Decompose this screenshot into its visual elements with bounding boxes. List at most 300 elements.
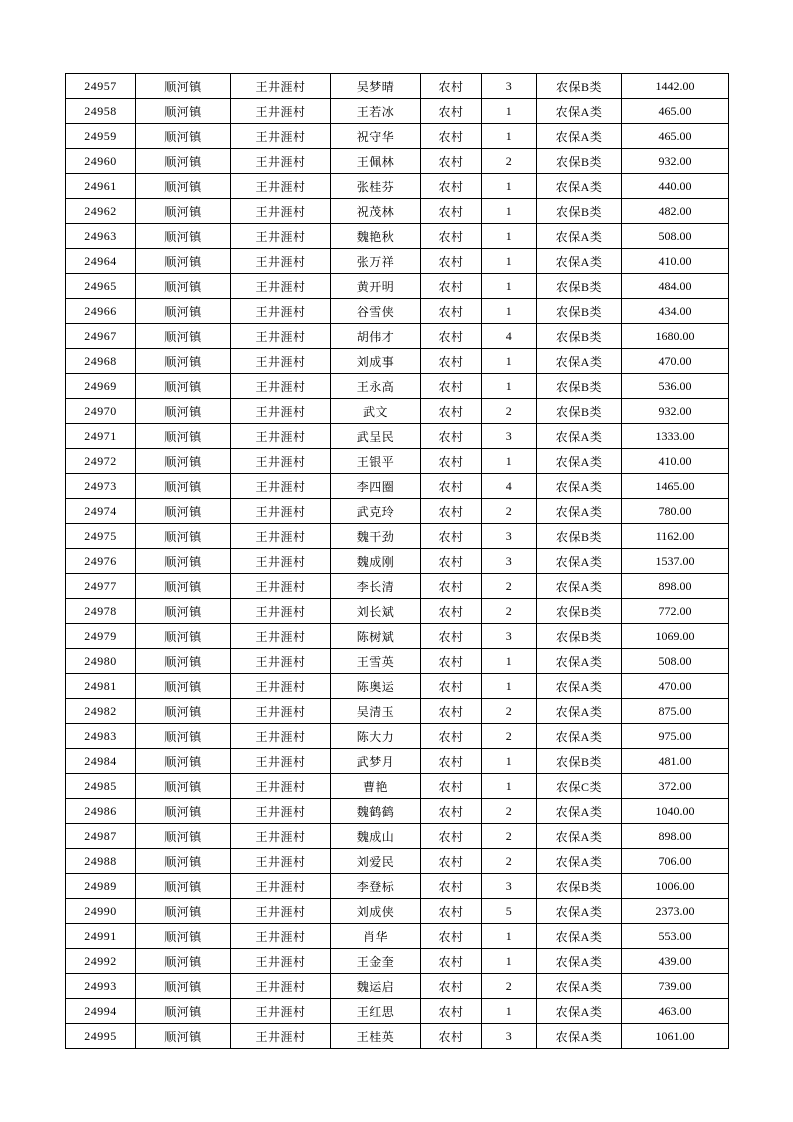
cell-serial_number: 24987 [66,824,136,849]
cell-amount: 1680.00 [622,324,729,349]
cell-amount: 1442.00 [622,74,729,99]
cell-category: 农村 [421,549,482,574]
cell-serial_number: 24986 [66,799,136,824]
cell-category: 农村 [421,349,482,374]
cell-person_count: 2 [482,724,537,749]
cell-category: 农村 [421,999,482,1024]
cell-person_name: 武梦月 [331,749,421,774]
cell-person_count: 2 [482,799,537,824]
cell-village: 王井涯村 [231,274,331,299]
cell-serial_number: 24977 [66,574,136,599]
cell-amount: 465.00 [622,99,729,124]
cell-person_count: 3 [482,549,537,574]
cell-village: 王井涯村 [231,99,331,124]
cell-person_name: 张桂芬 [331,174,421,199]
cell-village: 王井涯村 [231,599,331,624]
cell-person_count: 2 [482,149,537,174]
cell-category: 农村 [421,174,482,199]
cell-person_name: 刘长斌 [331,599,421,624]
table-row [66,349,729,374]
cell-amount: 482.00 [622,199,729,224]
cell-amount: 932.00 [622,399,729,424]
cell-serial_number: 24970 [66,399,136,424]
cell-person_name: 王银平 [331,449,421,474]
cell-village: 王井涯村 [231,749,331,774]
table-row [66,174,729,199]
cell-person_count: 1 [482,774,537,799]
cell-serial_number: 24991 [66,924,136,949]
cell-insurance_class: 农保A类 [537,649,622,674]
cell-category: 农村 [421,249,482,274]
table-row [66,624,729,649]
table-row [66,849,729,874]
cell-serial_number: 24960 [66,149,136,174]
table-row [66,249,729,274]
cell-person_count: 3 [482,874,537,899]
cell-amount: 706.00 [622,849,729,874]
table-row [66,299,729,324]
cell-insurance_class: 农保A类 [537,574,622,599]
cell-village: 王井涯村 [231,499,331,524]
table-row [66,474,729,499]
cell-town: 顺河镇 [136,624,231,649]
cell-category: 农村 [421,799,482,824]
cell-person_count: 1 [482,274,537,299]
cell-category: 农村 [421,299,482,324]
cell-serial_number: 24965 [66,274,136,299]
cell-category: 农村 [421,949,482,974]
table-row [66,149,729,174]
table-row [66,74,729,99]
cell-person_name: 王金奎 [331,949,421,974]
cell-person_name: 武文 [331,399,421,424]
cell-person_name: 胡伟才 [331,324,421,349]
cell-insurance_class: 农保B类 [537,874,622,899]
cell-insurance_class: 农保A类 [537,499,622,524]
table-row [66,99,729,124]
cell-insurance_class: 农保A类 [537,949,622,974]
cell-person_count: 2 [482,599,537,624]
cell-amount: 1040.00 [622,799,729,824]
cell-insurance_class: 农保B类 [537,274,622,299]
cell-insurance_class: 农保A类 [537,449,622,474]
cell-serial_number: 24983 [66,724,136,749]
cell-person_count: 1 [482,249,537,274]
cell-insurance_class: 农保B类 [537,324,622,349]
cell-person_name: 武克玲 [331,499,421,524]
cell-town: 顺河镇 [136,799,231,824]
cell-amount: 553.00 [622,924,729,949]
cell-village: 王井涯村 [231,224,331,249]
cell-amount: 465.00 [622,124,729,149]
cell-town: 顺河镇 [136,874,231,899]
cell-person_count: 3 [482,1024,537,1049]
cell-serial_number: 24969 [66,374,136,399]
cell-insurance_class: 农保A类 [537,999,622,1024]
cell-insurance_class: 农保A类 [537,724,622,749]
cell-town: 顺河镇 [136,574,231,599]
table-row [66,799,729,824]
cell-village: 王井涯村 [231,124,331,149]
cell-serial_number: 24989 [66,874,136,899]
cell-person_name: 张万祥 [331,249,421,274]
table-row [66,424,729,449]
cell-town: 顺河镇 [136,999,231,1024]
cell-person_name: 王若冰 [331,99,421,124]
cell-person_name: 陈大力 [331,724,421,749]
cell-town: 顺河镇 [136,274,231,299]
cell-amount: 875.00 [622,699,729,724]
cell-person_name: 王永高 [331,374,421,399]
table-row [66,574,729,599]
cell-village: 王井涯村 [231,449,331,474]
table-row [66,974,729,999]
cell-category: 农村 [421,874,482,899]
cell-town: 顺河镇 [136,399,231,424]
cell-person_count: 2 [482,849,537,874]
cell-category: 农村 [421,899,482,924]
cell-serial_number: 24971 [66,424,136,449]
cell-person_count: 2 [482,574,537,599]
cell-serial_number: 24974 [66,499,136,524]
cell-category: 农村 [421,924,482,949]
cell-category: 农村 [421,974,482,999]
cell-amount: 739.00 [622,974,729,999]
cell-town: 顺河镇 [136,899,231,924]
cell-town: 顺河镇 [136,449,231,474]
cell-insurance_class: 农保B类 [537,74,622,99]
cell-village: 王井涯村 [231,574,331,599]
cell-person_name: 武呈民 [331,424,421,449]
cell-person_name: 黄开明 [331,274,421,299]
cell-insurance_class: 农保B类 [537,199,622,224]
table-row [66,224,729,249]
cell-town: 顺河镇 [136,149,231,174]
cell-category: 农村 [421,1024,482,1049]
cell-insurance_class: 农保A类 [537,549,622,574]
cell-village: 王井涯村 [231,1024,331,1049]
cell-category: 农村 [421,699,482,724]
table-row [66,599,729,624]
cell-insurance_class: 农保C类 [537,774,622,799]
cell-amount: 470.00 [622,674,729,699]
cell-insurance_class: 农保B类 [537,624,622,649]
cell-insurance_class: 农保A类 [537,99,622,124]
cell-town: 顺河镇 [136,924,231,949]
cell-town: 顺河镇 [136,474,231,499]
cell-amount: 470.00 [622,349,729,374]
cell-serial_number: 24964 [66,249,136,274]
cell-category: 农村 [421,99,482,124]
cell-serial_number: 24961 [66,174,136,199]
cell-serial_number: 24995 [66,1024,136,1049]
cell-insurance_class: 农保A类 [537,824,622,849]
table-row [66,874,729,899]
cell-category: 农村 [421,524,482,549]
cell-town: 顺河镇 [136,949,231,974]
cell-amount: 898.00 [622,824,729,849]
cell-category: 农村 [421,324,482,349]
cell-person_count: 3 [482,74,537,99]
cell-insurance_class: 农保A类 [537,474,622,499]
table-row [66,549,729,574]
cell-serial_number: 24985 [66,774,136,799]
table-row [66,449,729,474]
table-row [66,699,729,724]
cell-person_name: 陈奥运 [331,674,421,699]
cell-serial_number: 24957 [66,74,136,99]
cell-insurance_class: 农保A类 [537,349,622,374]
cell-serial_number: 24973 [66,474,136,499]
cell-person_count: 1 [482,99,537,124]
cell-person_name: 魏艳秋 [331,224,421,249]
cell-person_count: 1 [482,649,537,674]
cell-serial_number: 24967 [66,324,136,349]
cell-amount: 484.00 [622,274,729,299]
cell-category: 农村 [421,624,482,649]
cell-town: 顺河镇 [136,674,231,699]
cell-person_name: 魏运启 [331,974,421,999]
table-row [66,824,729,849]
cell-person_name: 魏鹤鹤 [331,799,421,824]
cell-insurance_class: 农保A类 [537,424,622,449]
cell-person_count: 3 [482,524,537,549]
cell-person_count: 1 [482,299,537,324]
cell-person_count: 1 [482,924,537,949]
cell-person_name: 王佩林 [331,149,421,174]
cell-person_count: 5 [482,899,537,924]
cell-amount: 1162.00 [622,524,729,549]
cell-person_count: 2 [482,499,537,524]
cell-serial_number: 24984 [66,749,136,774]
cell-amount: 772.00 [622,599,729,624]
cell-category: 农村 [421,774,482,799]
table-body [66,74,729,1049]
cell-category: 农村 [421,674,482,699]
cell-village: 王井涯村 [231,399,331,424]
cell-serial_number: 24958 [66,99,136,124]
cell-village: 王井涯村 [231,349,331,374]
cell-town: 顺河镇 [136,99,231,124]
cell-insurance_class: 农保A类 [537,699,622,724]
cell-serial_number: 24959 [66,124,136,149]
cell-person_name: 魏成刚 [331,549,421,574]
cell-category: 农村 [421,399,482,424]
cell-serial_number: 24992 [66,949,136,974]
cell-person_name: 刘爱民 [331,849,421,874]
cell-person_count: 2 [482,399,537,424]
cell-person_count: 2 [482,699,537,724]
cell-person_name: 王桂英 [331,1024,421,1049]
cell-village: 王井涯村 [231,199,331,224]
cell-person_count: 1 [482,999,537,1024]
cell-person_count: 4 [482,474,537,499]
cell-serial_number: 24981 [66,674,136,699]
cell-person_name: 吴清玉 [331,699,421,724]
cell-town: 顺河镇 [136,124,231,149]
cell-person_name: 曹艳 [331,774,421,799]
cell-amount: 1006.00 [622,874,729,899]
cell-amount: 372.00 [622,774,729,799]
cell-person_count: 1 [482,349,537,374]
cell-amount: 1537.00 [622,549,729,574]
cell-category: 农村 [421,149,482,174]
table-row [66,649,729,674]
cell-village: 王井涯村 [231,849,331,874]
cell-category: 农村 [421,599,482,624]
cell-person_name: 谷雪侠 [331,299,421,324]
cell-category: 农村 [421,574,482,599]
cell-insurance_class: 农保A类 [537,1024,622,1049]
cell-amount: 434.00 [622,299,729,324]
cell-serial_number: 24978 [66,599,136,624]
cell-category: 农村 [421,474,482,499]
cell-category: 农村 [421,499,482,524]
cell-town: 顺河镇 [136,849,231,874]
cell-village: 王井涯村 [231,549,331,574]
cell-insurance_class: 农保B类 [537,749,622,774]
cell-category: 农村 [421,449,482,474]
cell-amount: 780.00 [622,499,729,524]
cell-person_count: 1 [482,949,537,974]
cell-insurance_class: 农保A类 [537,899,622,924]
cell-amount: 1333.00 [622,424,729,449]
cell-town: 顺河镇 [136,974,231,999]
cell-insurance_class: 农保A类 [537,924,622,949]
cell-person_count: 1 [482,674,537,699]
cell-person_name: 李登标 [331,874,421,899]
cell-town: 顺河镇 [136,699,231,724]
cell-serial_number: 24972 [66,449,136,474]
cell-village: 王井涯村 [231,674,331,699]
cell-serial_number: 24975 [66,524,136,549]
table-row [66,749,729,774]
cell-village: 王井涯村 [231,949,331,974]
cell-insurance_class: 农保A类 [537,674,622,699]
cell-town: 顺河镇 [136,499,231,524]
cell-category: 农村 [421,274,482,299]
cell-category: 农村 [421,374,482,399]
cell-town: 顺河镇 [136,549,231,574]
cell-serial_number: 24993 [66,974,136,999]
cell-amount: 1061.00 [622,1024,729,1049]
cell-village: 王井涯村 [231,999,331,1024]
cell-amount: 410.00 [622,449,729,474]
cell-town: 顺河镇 [136,374,231,399]
cell-village: 王井涯村 [231,474,331,499]
table-row [66,674,729,699]
table-row [66,499,729,524]
cell-village: 王井涯村 [231,299,331,324]
cell-person_name: 王雪英 [331,649,421,674]
cell-person_count: 2 [482,824,537,849]
cell-town: 顺河镇 [136,74,231,99]
cell-person_name: 肖华 [331,924,421,949]
cell-category: 农村 [421,649,482,674]
cell-village: 王井涯村 [231,149,331,174]
cell-village: 王井涯村 [231,799,331,824]
cell-serial_number: 24982 [66,699,136,724]
cell-person_count: 3 [482,624,537,649]
cell-amount: 508.00 [622,224,729,249]
table-row [66,724,729,749]
cell-person_name: 刘成侠 [331,899,421,924]
cell-town: 顺河镇 [136,174,231,199]
cell-town: 顺河镇 [136,224,231,249]
cell-amount: 2373.00 [622,899,729,924]
cell-village: 王井涯村 [231,824,331,849]
cell-village: 王井涯村 [231,624,331,649]
cell-insurance_class: 农保A类 [537,249,622,274]
cell-village: 王井涯村 [231,924,331,949]
cell-amount: 975.00 [622,724,729,749]
cell-insurance_class: 农保B类 [537,149,622,174]
cell-town: 顺河镇 [136,524,231,549]
cell-person_count: 4 [482,324,537,349]
cell-person_count: 1 [482,174,537,199]
cell-town: 顺河镇 [136,774,231,799]
table-row [66,374,729,399]
cell-village: 王井涯村 [231,874,331,899]
cell-village: 王井涯村 [231,649,331,674]
cell-serial_number: 24963 [66,224,136,249]
cell-town: 顺河镇 [136,649,231,674]
cell-village: 王井涯村 [231,74,331,99]
cell-amount: 481.00 [622,749,729,774]
cell-person_count: 1 [482,199,537,224]
cell-village: 王井涯村 [231,424,331,449]
cell-category: 农村 [421,849,482,874]
cell-insurance_class: 农保B类 [537,374,622,399]
cell-town: 顺河镇 [136,1024,231,1049]
cell-insurance_class: 农保B类 [537,524,622,549]
cell-person_name: 陈树斌 [331,624,421,649]
cell-person_name: 王红思 [331,999,421,1024]
table-row [66,274,729,299]
table-row [66,899,729,924]
cell-person_count: 1 [482,224,537,249]
cell-amount: 932.00 [622,149,729,174]
cell-town: 顺河镇 [136,599,231,624]
cell-category: 农村 [421,749,482,774]
cell-person_name: 魏成山 [331,824,421,849]
cell-town: 顺河镇 [136,299,231,324]
cell-amount: 440.00 [622,174,729,199]
table-row [66,124,729,149]
cell-town: 顺河镇 [136,349,231,374]
cell-person_count: 1 [482,374,537,399]
cell-village: 王井涯村 [231,699,331,724]
cell-amount: 536.00 [622,374,729,399]
cell-person_count: 3 [482,424,537,449]
table-row [66,524,729,549]
cell-serial_number: 24990 [66,899,136,924]
cell-category: 农村 [421,724,482,749]
cell-village: 王井涯村 [231,174,331,199]
cell-person_count: 2 [482,974,537,999]
cell-insurance_class: 农保A类 [537,224,622,249]
cell-category: 农村 [421,124,482,149]
cell-amount: 463.00 [622,999,729,1024]
cell-person_name: 魏干劲 [331,524,421,549]
cell-village: 王井涯村 [231,524,331,549]
cell-person_name: 吴梦晴 [331,74,421,99]
cell-insurance_class: 农保A类 [537,174,622,199]
table-row [66,399,729,424]
cell-amount: 898.00 [622,574,729,599]
cell-amount: 439.00 [622,949,729,974]
cell-category: 农村 [421,224,482,249]
